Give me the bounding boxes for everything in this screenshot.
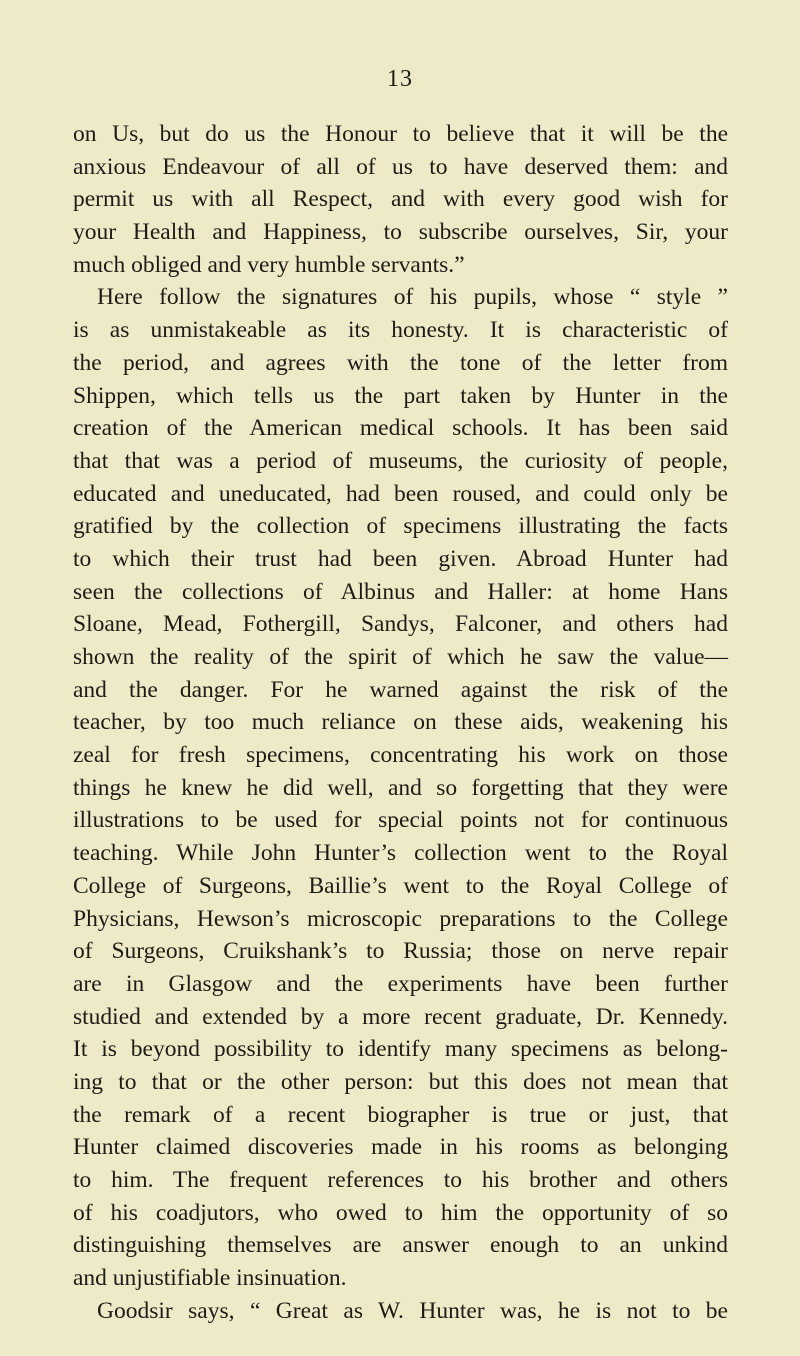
- text-line: zeal for fresh specimens, concentrating his work on those: [73, 742, 728, 769]
- text-line: gratified by the collection of specimens illustrating the facts: [73, 513, 728, 540]
- text-line: the period, and agrees with the tone of the letter from: [73, 349, 728, 376]
- text-line: Shippen, which tells us the part taken by Hunter in the: [73, 382, 728, 409]
- text-line: and the danger. For he warned against the risk of the: [73, 676, 728, 703]
- text-line: much obliged and very humble servants.”: [73, 251, 465, 278]
- page-number: 13: [387, 66, 413, 92]
- text-line: creation of the American medical schools. It has been said: [73, 415, 728, 442]
- text-line: things he knew he did well, and so forgetting that they were: [73, 774, 728, 801]
- text-line: ing to that or the other person: but this does not mean that: [73, 1068, 728, 1095]
- text-line: of his coadjutors, who owed to him the opportunity of so: [73, 1199, 728, 1226]
- text-line: Sloane, Mead, Fothergill, Sandys, Falconer, and others had: [73, 611, 728, 638]
- text-line: Hunter claimed discoveries made in his rooms as belonging: [73, 1134, 728, 1161]
- text-line: are in Glasgow and the experiments have been further: [73, 970, 728, 997]
- text-line: and unjustifiable insinuation.: [73, 1265, 347, 1292]
- text-line: seen the collections of Albinus and Haller: at home Hans: [73, 578, 728, 605]
- text-line: educated and uneducated, had been roused, and could only be: [73, 480, 728, 507]
- text-line: teacher, by too much reliance on these aids, weakening his: [73, 709, 728, 736]
- text-line: teaching. While John Hunter’s collection went to the Royal: [73, 840, 728, 867]
- text-line: Goodsir says, “ Great as W. Hunter was, he is not to be: [97, 1297, 728, 1324]
- text-line: that that was a period of museums, the curiosity of people,: [73, 447, 728, 474]
- text-line: to which their trust had been given. Abroad Hunter had: [73, 545, 728, 572]
- body-text: [73, 118, 728, 1327]
- text-line: to him. The frequent references to his brother and others: [73, 1167, 728, 1193]
- text-line: Physicians, Hewson’s microscopic preparations to the College: [73, 905, 728, 932]
- text-line: permit us with all Respect, and with every good wish for: [73, 186, 728, 213]
- text-line: distinguishing themselves are answer enough to an unkind: [73, 1232, 728, 1259]
- text-line: is as unmistakeable as its honesty. It is characteristic of: [73, 317, 728, 344]
- text-line: It is beyond possibility to identify many specimens as belong-: [73, 1036, 728, 1063]
- text-line: shown the reality of the spirit of which he saw the value—: [73, 644, 728, 670]
- text-line: your Health and Happiness, to subscribe ourselves, Sir, your: [73, 219, 728, 246]
- text-line: College of Surgeons, Baillie’s went to the Royal College of: [73, 872, 728, 899]
- text-line: Here follow the signatures of his pupils, whose “ style ”: [97, 284, 728, 311]
- text-line: the remark of a recent biographer is true or just, that: [73, 1101, 728, 1128]
- text-line: on Us, but do us the Honour to believe that it will be the: [73, 121, 728, 147]
- text-line: studied and extended by a more recent graduate, Dr. Kennedy.: [73, 1003, 728, 1030]
- text-line: illustrations to be used for special points not for continuous: [73, 807, 728, 834]
- text-line: of Surgeons, Cruikshank’s to Russia; those on nerve repair: [73, 938, 728, 965]
- text-line: anxious Endeavour of all of us to have deserved them: and: [73, 153, 728, 180]
